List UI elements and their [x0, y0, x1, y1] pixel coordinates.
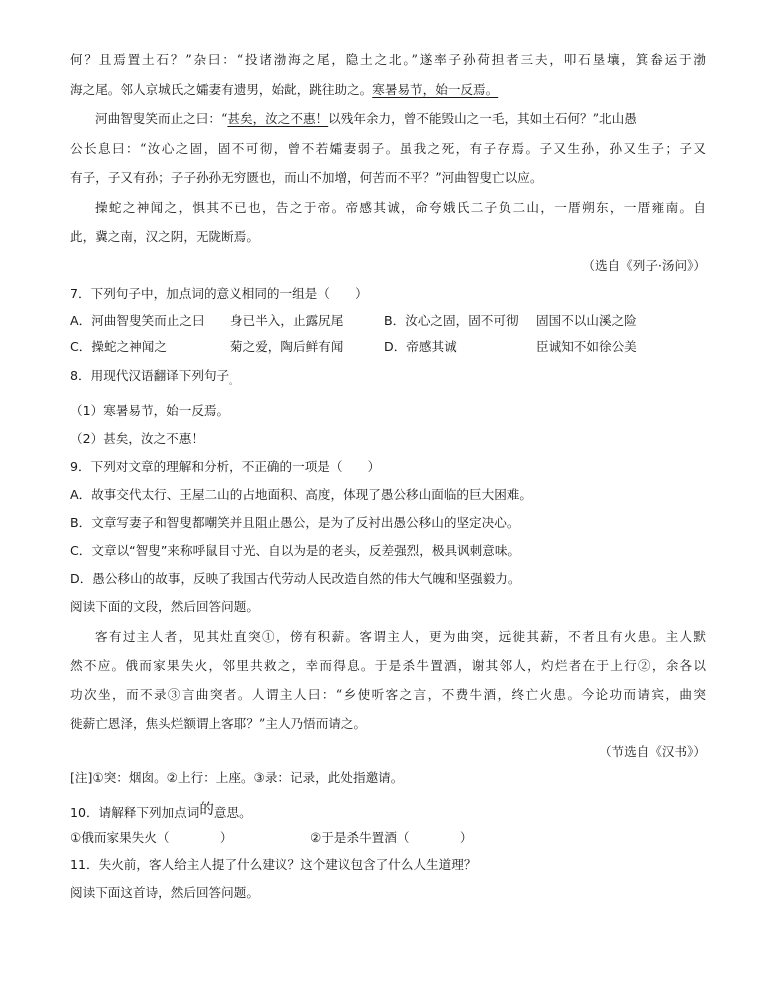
question-8-sentence-2: （2）甚矣，汝之不惠！: [70, 431, 204, 446]
underlined-sentence-1: 寒暑易节，始一反焉。: [372, 82, 499, 97]
question-7-row-ab: [70, 312, 706, 330]
passage1-line-3-text-a: 河曲智叟笑而止之曰：“: [95, 111, 228, 126]
q7-option-c-right: 菊之爱，陶后鲜有闻: [230, 339, 344, 354]
question-9-stem: 9．下列对文章的理解和分析，不正确的一项是（ ）: [70, 459, 381, 474]
passage2-line-4: 徙薪亡恩泽，焦头烂额谓上客耶？”主人乃悟而请之。: [70, 716, 367, 731]
question-7-row-cd: [70, 338, 706, 356]
question-11-stem: 11．失火前，客人给主人提了什么建议？这个建议包含了什么人生道理？: [70, 857, 477, 872]
underlined-sentence-2: 甚矣，汝之不惠！: [227, 111, 329, 126]
q7-option-d-left: D．帝感其诚: [384, 339, 457, 354]
q7-option-a-left: A．河曲智叟笑而止之曰: [70, 313, 205, 328]
passage2-line-1: 客有过主人者，见其灶直突①，傍有积薪。客谓主人，更为曲突，远徙其薪，不者且有火患。主人默: [95, 629, 706, 644]
question-10-items: [70, 829, 706, 847]
question-10-stem: [70, 801, 706, 822]
passage1-line-2-text: 海之尾。邻人京城氏之孀妻有遗男，始龀，跳往助之。: [70, 82, 373, 97]
q7-option-c-left: C．操蛇之神闻之: [70, 339, 167, 354]
q7-option-b-left: B．汝心之固，固不可彻: [384, 313, 519, 328]
passage1-line-5: 有子，子又有孙；子子孙孙无穷匮也，而山不加增，何苦而不平？”河曲智叟亡以应。: [70, 170, 543, 185]
reading-intro-3: 阅读下面这首诗，然后回答问题。: [70, 885, 259, 900]
question-9-option-a: A．故事交代太行、王屋二山的占地面积、高度，体现了愚公移山面临的巨大困难。: [70, 487, 532, 502]
q7-option-a-right: 身已半入，止露尻尾: [230, 313, 344, 328]
passage1-line-3: [70, 110, 706, 128]
passage1-line-7: 此，冀之南，汉之阴，无陇断焉。: [70, 229, 259, 244]
q10-item-2: ②于是杀牛置酒（ ）: [310, 830, 473, 845]
question-9-option-d: D．愚公移山的故事，反映了我国古代劳动人民改造自然的伟大气魄和坚强毅力。: [70, 571, 521, 586]
question-8-stem: [70, 367, 706, 391]
q10-stem-text-b: 意思。: [213, 805, 252, 820]
passage1-line-4: 公长息曰：“汝心之固，固不可彻，曾不若孀妻弱子。虽我之死，有子存焉。子又生孙，孙又生子；子又: [70, 141, 706, 156]
question-9-option-c: C．文章以“智叟”来称呼鼠目寸光、自以为是的老头，反差强烈，极具讽刺意味。: [70, 543, 521, 558]
q7-option-d-right: 臣诚知不如徐公美: [536, 339, 637, 354]
q10-item-1: ①俄而家果失火（ ）: [70, 830, 233, 845]
passage1-line-6: 操蛇之神闻之，惧其不已也，告之于帝。帝感其诚，命夸娥氏二子负二山，一厝朔东，一厝雍南。自: [95, 200, 706, 215]
passage2-line-3: 功次坐，而不录③言曲突者。人谓主人曰：“乡使听客之言，不费牛酒，终亡火患。今论功而请宾，曲突: [70, 687, 706, 702]
passage1-line-2: [70, 81, 706, 99]
passage1-line-1: 何？且焉置土石？”杂曰：“投诸渤海之尾，隐土之北。”遂率子孙荷担者三夫，叩石垦壤，箕畚运于渤: [70, 52, 706, 67]
question-8-sentence-1: （1）寒暑易节，始一反焉。: [70, 403, 230, 418]
passage2-note: [注]①突：烟囱。②上行：上座。③录：记录，此处指邀请。: [70, 770, 404, 785]
passage2-source: （节选自《汉书》）: [598, 744, 706, 759]
q8-stem-text: 8．用现代汉语翻译下列句子: [70, 368, 230, 383]
q10-stem-de: 的: [199, 802, 214, 818]
passage1-source: （选自《列子·汤问》）: [582, 258, 706, 273]
passage2-line-2: 然不应。俄而家果失火，邻里共救之，幸而得息。于是杀牛置酒，谢其邻人，灼烂者在于上行②，余各以: [70, 658, 706, 673]
reading-intro-2: 阅读下面的文段，然后回答问题。: [70, 599, 259, 614]
question-9-option-b: B．文章写妻子和智叟都嘲笑并且阻止愚公，是为了反衬出愚公移山的坚定决心。: [70, 515, 520, 530]
q7-option-b-right: 固国不以山溪之险: [536, 313, 637, 328]
q8-stem-mark: 。: [229, 377, 238, 386]
question-7-stem: 7．下列句子中，加点词的意义相同的一组是（ ）: [70, 286, 368, 301]
passage1-line-3-text-c: 以残年余力，曾不能毁山之一毛，其如土石何？”北山愚: [328, 111, 637, 126]
q10-stem-text-a: 10．请解释下列加点词: [70, 805, 200, 820]
